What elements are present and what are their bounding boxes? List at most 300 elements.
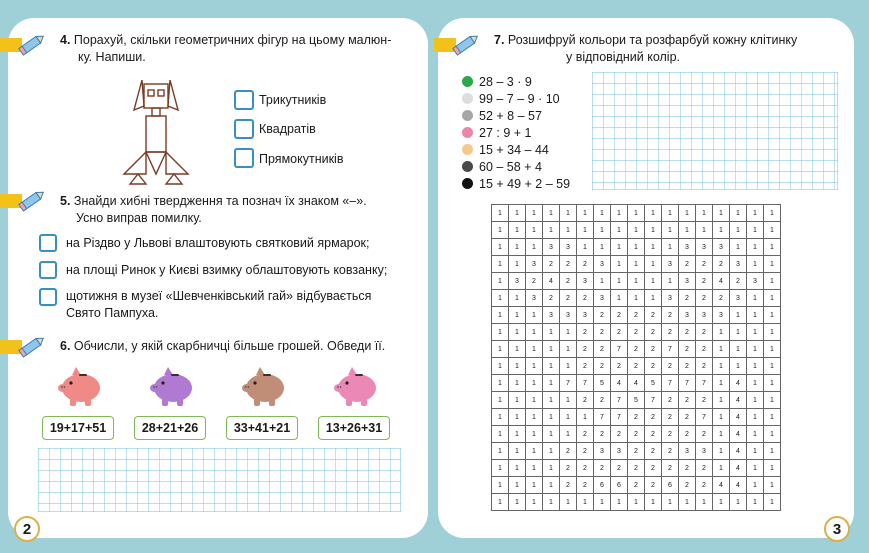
- grid-cell[interactable]: 4: [730, 460, 747, 477]
- grid-cell[interactable]: 1: [526, 392, 543, 409]
- grid-cell[interactable]: 2: [611, 307, 628, 324]
- grid-cell[interactable]: 1: [594, 239, 611, 256]
- grid-cell[interactable]: 2: [611, 426, 628, 443]
- grid-cell[interactable]: 1: [492, 290, 509, 307]
- grid-cell[interactable]: 2: [645, 443, 662, 460]
- grid-cell[interactable]: 6: [662, 477, 679, 494]
- grid-cell[interactable]: 2: [594, 307, 611, 324]
- grid-cell[interactable]: 1: [577, 222, 594, 239]
- grid-cell[interactable]: 3: [730, 290, 747, 307]
- grid-cell[interactable]: 1: [662, 494, 679, 511]
- grid-cell[interactable]: 7: [662, 375, 679, 392]
- grid-cell[interactable]: 2: [713, 290, 730, 307]
- statement-2-checkbox[interactable]: [39, 261, 57, 279]
- grid-cell[interactable]: 1: [526, 324, 543, 341]
- grid-cell[interactable]: 1: [764, 324, 781, 341]
- grid-cell[interactable]: 6: [594, 477, 611, 494]
- grid-cell[interactable]: 1: [509, 239, 526, 256]
- grid-cell[interactable]: 1: [713, 409, 730, 426]
- grid-cell[interactable]: 7: [611, 341, 628, 358]
- grid-cell[interactable]: 1: [509, 205, 526, 222]
- grid-cell[interactable]: 4: [730, 392, 747, 409]
- grid-cell[interactable]: 1: [509, 392, 526, 409]
- grid-cell[interactable]: 2: [577, 324, 594, 341]
- grid-cell[interactable]: 1: [509, 426, 526, 443]
- grid-cell[interactable]: 1: [645, 290, 662, 307]
- grid-cell[interactable]: 1: [492, 307, 509, 324]
- grid-cell[interactable]: 1: [560, 392, 577, 409]
- grid-cell[interactable]: 4: [730, 375, 747, 392]
- grid-cell[interactable]: 1: [747, 341, 764, 358]
- grid-cell[interactable]: 1: [560, 205, 577, 222]
- grid-cell[interactable]: 2: [577, 443, 594, 460]
- grid-cell[interactable]: 3: [696, 307, 713, 324]
- grid-cell[interactable]: 2: [679, 426, 696, 443]
- grid-cell[interactable]: 7: [594, 409, 611, 426]
- grid-cell[interactable]: 1: [526, 239, 543, 256]
- grid-cell[interactable]: 2: [577, 460, 594, 477]
- grid-cell[interactable]: 1: [713, 443, 730, 460]
- statement-3-checkbox[interactable]: [39, 288, 57, 306]
- grid-cell[interactable]: 2: [696, 392, 713, 409]
- grid-cell[interactable]: 2: [679, 392, 696, 409]
- grid-cell[interactable]: 1: [662, 205, 679, 222]
- grid-cell[interactable]: 2: [628, 426, 645, 443]
- grid-cell[interactable]: 3: [679, 239, 696, 256]
- grid-cell[interactable]: 2: [577, 392, 594, 409]
- grid-cell[interactable]: 1: [560, 222, 577, 239]
- grid-cell[interactable]: 1: [492, 477, 509, 494]
- piggy-bank-icon[interactable]: [238, 364, 288, 408]
- grid-cell[interactable]: 4: [713, 477, 730, 494]
- grid-cell[interactable]: 1: [526, 307, 543, 324]
- grid-cell[interactable]: 1: [577, 205, 594, 222]
- grid-cell[interactable]: 1: [747, 205, 764, 222]
- grid-cell[interactable]: 1: [492, 409, 509, 426]
- grid-cell[interactable]: 3: [662, 290, 679, 307]
- grid-cell[interactable]: 1: [492, 375, 509, 392]
- grid-cell[interactable]: 1: [577, 409, 594, 426]
- grid-cell[interactable]: 1: [492, 273, 509, 290]
- grid-cell[interactable]: 2: [577, 477, 594, 494]
- grid-cell[interactable]: 1: [628, 222, 645, 239]
- grid-cell[interactable]: 1: [543, 341, 560, 358]
- grid-cell[interactable]: 4: [730, 426, 747, 443]
- grid-cell[interactable]: 1: [679, 494, 696, 511]
- grid-cell[interactable]: 3: [713, 307, 730, 324]
- grid-cell[interactable]: 1: [611, 205, 628, 222]
- grid-cell[interactable]: 1: [730, 307, 747, 324]
- grid-cell[interactable]: 2: [662, 392, 679, 409]
- grid-cell[interactable]: 1: [747, 324, 764, 341]
- grid-cell[interactable]: 1: [628, 494, 645, 511]
- grid-cell[interactable]: 2: [577, 358, 594, 375]
- grid-cell[interactable]: 1: [492, 324, 509, 341]
- grid-cell[interactable]: 1: [662, 222, 679, 239]
- grid-cell[interactable]: 2: [696, 341, 713, 358]
- grid-cell[interactable]: 1: [543, 392, 560, 409]
- squares-answer-box[interactable]: [234, 119, 254, 139]
- grid-cell[interactable]: 1: [526, 460, 543, 477]
- grid-cell[interactable]: 3: [509, 273, 526, 290]
- grid-cell[interactable]: 3: [560, 307, 577, 324]
- grid-cell[interactable]: 2: [577, 426, 594, 443]
- grid-cell[interactable]: 1: [492, 426, 509, 443]
- grid-cell[interactable]: 2: [645, 477, 662, 494]
- grid-cell[interactable]: 1: [730, 494, 747, 511]
- grid-cell[interactable]: 2: [543, 290, 560, 307]
- grid-cell[interactable]: 1: [509, 375, 526, 392]
- grid-cell[interactable]: 2: [679, 256, 696, 273]
- grid-cell[interactable]: 1: [594, 273, 611, 290]
- grid-cell[interactable]: 2: [594, 460, 611, 477]
- grid-cell[interactable]: 1: [492, 358, 509, 375]
- grid-cell[interactable]: 1: [764, 409, 781, 426]
- grid-cell[interactable]: 7: [645, 392, 662, 409]
- grid-cell[interactable]: 1: [645, 239, 662, 256]
- grid-cell[interactable]: 1: [492, 392, 509, 409]
- grid-cell[interactable]: 1: [492, 256, 509, 273]
- grid-cell[interactable]: 4: [730, 443, 747, 460]
- piggy-bank-icon[interactable]: [330, 364, 380, 408]
- grid-cell[interactable]: 1: [509, 477, 526, 494]
- grid-cell[interactable]: 1: [764, 273, 781, 290]
- grid-cell[interactable]: 1: [747, 494, 764, 511]
- grid-cell[interactable]: 1: [492, 443, 509, 460]
- grid-cell[interactable]: 3: [679, 273, 696, 290]
- grid-cell[interactable]: 2: [679, 324, 696, 341]
- grid-cell[interactable]: 1: [730, 222, 747, 239]
- grid-cell[interactable]: 7: [611, 392, 628, 409]
- grid-cell[interactable]: 1: [492, 341, 509, 358]
- grid-cell[interactable]: 1: [747, 307, 764, 324]
- grid-cell[interactable]: 1: [594, 222, 611, 239]
- grid-cell[interactable]: 7: [679, 375, 696, 392]
- grid-cell[interactable]: 1: [713, 375, 730, 392]
- grid-cell[interactable]: 1: [509, 443, 526, 460]
- grid-cell[interactable]: 1: [560, 324, 577, 341]
- grid-cell[interactable]: 3: [747, 273, 764, 290]
- grid-cell[interactable]: 1: [713, 392, 730, 409]
- triangles-answer-box[interactable]: [234, 90, 254, 110]
- grid-cell[interactable]: 2: [560, 256, 577, 273]
- grid-cell[interactable]: 1: [747, 222, 764, 239]
- grid-cell[interactable]: 2: [713, 256, 730, 273]
- grid-cell[interactable]: 1: [543, 409, 560, 426]
- grid-cell[interactable]: 2: [662, 426, 679, 443]
- grid-cell[interactable]: 2: [662, 324, 679, 341]
- grid-cell[interactable]: 2: [611, 324, 628, 341]
- grid-cell[interactable]: 2: [560, 273, 577, 290]
- grid-cell[interactable]: 1: [764, 494, 781, 511]
- rectangles-answer-box[interactable]: [234, 148, 254, 168]
- grid-cell[interactable]: 1: [645, 222, 662, 239]
- grid-cell[interactable]: 3: [543, 307, 560, 324]
- grid-cell[interactable]: 3: [662, 256, 679, 273]
- grid-cell[interactable]: 1: [747, 256, 764, 273]
- grid-cell[interactable]: 1: [543, 205, 560, 222]
- grid-cell[interactable]: 2: [696, 358, 713, 375]
- grid-cell[interactable]: 1: [679, 205, 696, 222]
- grid-cell[interactable]: 3: [594, 290, 611, 307]
- grid-cell[interactable]: 4: [713, 273, 730, 290]
- grid-cell[interactable]: 1: [696, 494, 713, 511]
- grid-cell[interactable]: 1: [526, 341, 543, 358]
- coloring-answer-grid[interactable]: [592, 72, 838, 190]
- grid-cell[interactable]: 1: [611, 290, 628, 307]
- grid-cell[interactable]: 1: [764, 256, 781, 273]
- grid-cell[interactable]: 1: [526, 222, 543, 239]
- grid-cell[interactable]: 2: [662, 358, 679, 375]
- grid-cell[interactable]: 1: [764, 205, 781, 222]
- grid-cell[interactable]: 1: [645, 205, 662, 222]
- grid-cell[interactable]: 1: [764, 290, 781, 307]
- grid-cell[interactable]: 3: [594, 256, 611, 273]
- grid-cell[interactable]: 1: [713, 205, 730, 222]
- grid-cell[interactable]: 2: [645, 307, 662, 324]
- grid-cell[interactable]: 1: [526, 375, 543, 392]
- grid-cell[interactable]: 1: [730, 239, 747, 256]
- grid-cell[interactable]: 2: [696, 256, 713, 273]
- grid-cell[interactable]: 1: [713, 341, 730, 358]
- grid-cell[interactable]: 1: [730, 324, 747, 341]
- grid-cell[interactable]: 2: [662, 460, 679, 477]
- grid-cell[interactable]: 1: [560, 358, 577, 375]
- grid-cell[interactable]: 1: [764, 239, 781, 256]
- grid-cell[interactable]: 2: [645, 324, 662, 341]
- grid-cell[interactable]: 1: [509, 324, 526, 341]
- grid-cell[interactable]: 7: [611, 409, 628, 426]
- grid-cell[interactable]: 1: [747, 460, 764, 477]
- grid-cell[interactable]: 1: [543, 460, 560, 477]
- grid-cell[interactable]: 2: [645, 358, 662, 375]
- grid-cell[interactable]: 2: [611, 358, 628, 375]
- grid-cell[interactable]: 2: [628, 409, 645, 426]
- grid-cell[interactable]: 1: [543, 477, 560, 494]
- grid-cell[interactable]: 2: [577, 341, 594, 358]
- grid-cell[interactable]: 1: [509, 307, 526, 324]
- grid-cell[interactable]: 1: [764, 222, 781, 239]
- grid-cell[interactable]: 2: [696, 426, 713, 443]
- grid-cell[interactable]: 2: [662, 443, 679, 460]
- grid-cell[interactable]: 1: [747, 375, 764, 392]
- grid-cell[interactable]: 2: [730, 273, 747, 290]
- grid-cell[interactable]: 1: [594, 205, 611, 222]
- grid-cell[interactable]: 1: [747, 477, 764, 494]
- grid-cell[interactable]: 1: [730, 341, 747, 358]
- grid-cell[interactable]: 1: [526, 443, 543, 460]
- grid-cell[interactable]: 4: [611, 375, 628, 392]
- grid-cell[interactable]: 1: [611, 239, 628, 256]
- grid-cell[interactable]: 2: [645, 409, 662, 426]
- grid-cell[interactable]: 1: [509, 341, 526, 358]
- grid-cell[interactable]: 1: [747, 443, 764, 460]
- grid-cell[interactable]: 2: [645, 426, 662, 443]
- grid-cell[interactable]: 3: [696, 239, 713, 256]
- grid-cell[interactable]: 2: [696, 273, 713, 290]
- grid-cell[interactable]: 2: [679, 460, 696, 477]
- grid-cell[interactable]: 1: [764, 443, 781, 460]
- grid-cell[interactable]: 1: [509, 494, 526, 511]
- grid-cell[interactable]: 5: [628, 392, 645, 409]
- grid-cell[interactable]: 2: [679, 290, 696, 307]
- grid-cell[interactable]: 1: [730, 358, 747, 375]
- grid-cell[interactable]: 1: [543, 358, 560, 375]
- grid-cell[interactable]: 1: [713, 494, 730, 511]
- grid-cell[interactable]: 3: [543, 239, 560, 256]
- grid-cell[interactable]: 2: [696, 477, 713, 494]
- grid-cell[interactable]: 1: [764, 375, 781, 392]
- grid-cell[interactable]: 1: [560, 341, 577, 358]
- grid-cell[interactable]: 1: [628, 256, 645, 273]
- grid-cell[interactable]: 1: [594, 494, 611, 511]
- grid-cell[interactable]: 1: [611, 256, 628, 273]
- grid-cell[interactable]: 1: [764, 307, 781, 324]
- grid-cell[interactable]: 2: [679, 358, 696, 375]
- grid-cell[interactable]: 1: [662, 273, 679, 290]
- grid-cell[interactable]: 2: [594, 358, 611, 375]
- grid-cell[interactable]: 5: [594, 375, 611, 392]
- grid-cell[interactable]: 4: [543, 273, 560, 290]
- grid-cell[interactable]: 2: [645, 460, 662, 477]
- grid-cell[interactable]: 1: [543, 443, 560, 460]
- grid-cell[interactable]: 1: [543, 222, 560, 239]
- grid-cell[interactable]: 3: [560, 239, 577, 256]
- grid-cell[interactable]: 2: [696, 290, 713, 307]
- grid-cell[interactable]: 3: [526, 256, 543, 273]
- grid-cell[interactable]: 1: [509, 409, 526, 426]
- grid-cell[interactable]: 1: [747, 239, 764, 256]
- grid-cell[interactable]: 5: [645, 375, 662, 392]
- grid-cell[interactable]: 1: [628, 239, 645, 256]
- grid-cell[interactable]: 2: [594, 426, 611, 443]
- grid-cell[interactable]: 1: [764, 477, 781, 494]
- grid-cell[interactable]: 1: [662, 239, 679, 256]
- grid-cell[interactable]: 2: [628, 341, 645, 358]
- grid-cell[interactable]: 2: [628, 443, 645, 460]
- grid-cell[interactable]: 2: [662, 409, 679, 426]
- grid-cell[interactable]: 1: [492, 494, 509, 511]
- grid-cell[interactable]: 1: [492, 460, 509, 477]
- grid-cell[interactable]: 1: [764, 460, 781, 477]
- grid-cell[interactable]: 1: [747, 426, 764, 443]
- grid-cell[interactable]: 1: [492, 239, 509, 256]
- grid-cell[interactable]: 1: [492, 205, 509, 222]
- grid-cell[interactable]: 2: [560, 290, 577, 307]
- grid-cell[interactable]: 3: [696, 443, 713, 460]
- grid-cell[interactable]: 2: [628, 307, 645, 324]
- grid-cell[interactable]: 2: [645, 341, 662, 358]
- grid-cell[interactable]: 1: [560, 409, 577, 426]
- grid-cell[interactable]: 1: [526, 205, 543, 222]
- grid-cell[interactable]: 2: [696, 460, 713, 477]
- grid-cell[interactable]: 2: [679, 409, 696, 426]
- grid-cell[interactable]: 1: [526, 494, 543, 511]
- grid-cell[interactable]: 1: [628, 205, 645, 222]
- grid-cell[interactable]: 1: [679, 222, 696, 239]
- grid-cell[interactable]: 2: [594, 341, 611, 358]
- number-coloring-grid[interactable]: [491, 204, 781, 511]
- grid-cell[interactable]: 2: [577, 256, 594, 273]
- grid-cell[interactable]: 1: [696, 222, 713, 239]
- grid-cell[interactable]: 1: [628, 273, 645, 290]
- calc-work-grid[interactable]: [38, 448, 401, 512]
- grid-cell[interactable]: 7: [696, 409, 713, 426]
- grid-cell[interactable]: 3: [594, 443, 611, 460]
- grid-cell[interactable]: 2: [696, 324, 713, 341]
- grid-cell[interactable]: 2: [628, 358, 645, 375]
- grid-cell[interactable]: 1: [509, 290, 526, 307]
- grid-cell[interactable]: 2: [628, 460, 645, 477]
- grid-cell[interactable]: 1: [628, 290, 645, 307]
- grid-cell[interactable]: 1: [645, 256, 662, 273]
- grid-cell[interactable]: 7: [560, 375, 577, 392]
- grid-cell[interactable]: 2: [628, 477, 645, 494]
- grid-cell[interactable]: 3: [526, 290, 543, 307]
- grid-cell[interactable]: 1: [645, 494, 662, 511]
- grid-cell[interactable]: 1: [611, 222, 628, 239]
- grid-cell[interactable]: 1: [713, 324, 730, 341]
- statement-1-checkbox[interactable]: [39, 234, 57, 252]
- grid-cell[interactable]: 1: [764, 426, 781, 443]
- grid-cell[interactable]: 1: [747, 409, 764, 426]
- grid-cell[interactable]: 6: [611, 477, 628, 494]
- grid-cell[interactable]: 3: [611, 443, 628, 460]
- grid-cell[interactable]: 1: [543, 426, 560, 443]
- grid-cell[interactable]: 4: [730, 477, 747, 494]
- grid-cell[interactable]: 4: [730, 409, 747, 426]
- grid-cell[interactable]: 3: [679, 307, 696, 324]
- grid-cell[interactable]: 1: [526, 358, 543, 375]
- grid-cell[interactable]: 3: [730, 256, 747, 273]
- grid-cell[interactable]: 2: [560, 443, 577, 460]
- grid-cell[interactable]: 1: [509, 222, 526, 239]
- grid-cell[interactable]: 1: [611, 494, 628, 511]
- grid-cell[interactable]: 2: [543, 256, 560, 273]
- grid-cell[interactable]: 2: [611, 460, 628, 477]
- grid-cell[interactable]: 3: [713, 239, 730, 256]
- grid-cell[interactable]: 1: [611, 273, 628, 290]
- grid-cell[interactable]: 2: [662, 307, 679, 324]
- grid-cell[interactable]: 1: [713, 358, 730, 375]
- grid-cell[interactable]: 1: [526, 477, 543, 494]
- grid-cell[interactable]: 1: [696, 205, 713, 222]
- grid-cell[interactable]: 3: [679, 443, 696, 460]
- grid-cell[interactable]: 1: [509, 358, 526, 375]
- grid-cell[interactable]: 1: [543, 324, 560, 341]
- grid-cell[interactable]: 1: [747, 392, 764, 409]
- grid-cell[interactable]: 2: [594, 392, 611, 409]
- grid-cell[interactable]: 1: [747, 358, 764, 375]
- grid-cell[interactable]: 1: [713, 426, 730, 443]
- grid-cell[interactable]: 4: [628, 375, 645, 392]
- grid-cell[interactable]: 1: [713, 460, 730, 477]
- grid-cell[interactable]: 2: [560, 477, 577, 494]
- grid-cell[interactable]: 2: [577, 290, 594, 307]
- grid-cell[interactable]: 2: [679, 341, 696, 358]
- grid-cell[interactable]: 1: [577, 494, 594, 511]
- grid-cell[interactable]: 1: [747, 290, 764, 307]
- grid-cell[interactable]: 7: [696, 375, 713, 392]
- grid-cell[interactable]: 1: [543, 375, 560, 392]
- grid-cell[interactable]: 3: [577, 307, 594, 324]
- piggy-bank-icon[interactable]: [146, 364, 196, 408]
- grid-cell[interactable]: 2: [560, 460, 577, 477]
- grid-cell[interactable]: 2: [594, 324, 611, 341]
- grid-cell[interactable]: 2: [679, 477, 696, 494]
- grid-cell[interactable]: 1: [764, 392, 781, 409]
- grid-cell[interactable]: 1: [713, 222, 730, 239]
